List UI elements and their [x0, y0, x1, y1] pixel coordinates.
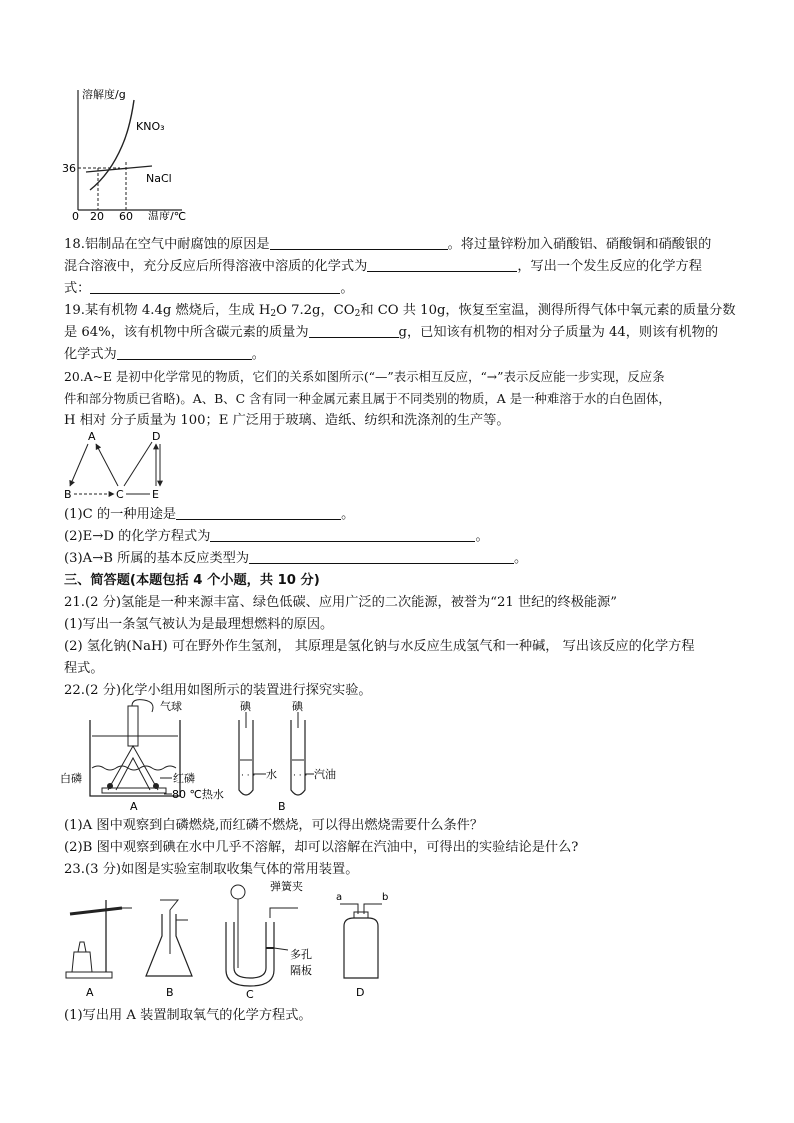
- q18-blank2[interactable]: [367, 257, 517, 272]
- q20-line1: 20.A~E 是初中化学常见的物质，它们的关系如图所示(“—”表示相互反应，“→”表示反应能一步实现，反应条: [64, 369, 665, 384]
- x-axis-label: 温度/℃: [148, 210, 187, 220]
- test-tube-2: [291, 720, 308, 795]
- q23-line1: 23.(3 分)如图是实验室制取收集气体的常用装置。: [64, 862, 359, 877]
- label-port-b: b: [382, 892, 389, 903]
- nacl-curve: [86, 166, 152, 172]
- white-p-dot: [107, 783, 113, 789]
- label-red-p: 红磷: [173, 772, 195, 785]
- flask-b: [146, 914, 192, 976]
- label-d: D: [356, 986, 365, 999]
- q18-blank1[interactable]: [270, 235, 448, 250]
- q20-line3: H 相对 分子质量为 100；E 广泛用于玻璃、造纸、纺织和洗涤剂的生产等。: [64, 413, 510, 428]
- label-c: C: [246, 988, 254, 1001]
- node-b: B: [64, 488, 72, 501]
- stand-base-a: [66, 972, 112, 978]
- arrow-a-b: [70, 444, 88, 486]
- dots-1: · · ·: [241, 771, 256, 781]
- test-tube-1: [239, 720, 256, 795]
- label-iodine1: 碘: [240, 700, 251, 713]
- red-p-dot: [153, 783, 159, 789]
- q22-line1: 22.(2 分)化学小组用如图所示的装置进行探究实验。: [64, 683, 372, 698]
- label-plate2: 隔板: [290, 964, 312, 977]
- q18-line3: 式： 。: [64, 281, 354, 296]
- flask-tube: [128, 706, 138, 746]
- bottle-d: [344, 918, 378, 978]
- node-a: A: [88, 430, 96, 443]
- q22-sub2: (2)B 图中观察到碘在水中几乎不溶解，却可以溶解在汽油中，可得出的实验结论是什么?: [64, 840, 579, 855]
- label-b: B: [278, 800, 286, 812]
- label-clamp: 弹簧夹: [270, 880, 303, 893]
- label-gasoline: 汽油: [314, 768, 336, 781]
- q20-line2: 件和部分物质已省略)。A、B、C 含有同一种金属元素且属于不同类别的物质，A 是一种难溶于水的白色固体，: [64, 391, 671, 406]
- lamp-a: [72, 942, 92, 972]
- label-balloon: 气球: [160, 700, 182, 713]
- q20-sub3: (3)A→B 所属的基本反应类型为 。: [64, 551, 528, 566]
- y-tick-36: 36: [62, 162, 76, 175]
- x-tick-20: 20: [90, 210, 104, 220]
- clamp-tube-c: [270, 908, 298, 918]
- bottle-stopper: [354, 912, 368, 918]
- q21-sub2: (2) 氢化钠(NaH) 可在野外作生氢剂， 其原理是氢化钠与水反应生成氢气和一种碱， 写出该反应的化学方程: [64, 639, 695, 654]
- section3-title: 三、简答题(本题包括 4 个小题，共 10 分): [64, 573, 320, 588]
- q20-blank2[interactable]: [210, 527, 475, 542]
- node-c: C: [116, 488, 124, 501]
- q19-blank1[interactable]: [309, 323, 399, 338]
- q20-blank1[interactable]: [176, 505, 341, 520]
- kno3-curve: [90, 100, 134, 190]
- q19-line2: 是 64%，该有机物中所含碳元素的质量为 g，已知该有机物的相对分子质量为 44，则该有机物的: [64, 325, 719, 340]
- label-b: B: [166, 986, 174, 999]
- q22-sub1: (1)A 图中观察到白磷燃烧,而红磷不燃烧，可以得出燃烧需要什么条件？: [64, 818, 484, 833]
- q23-apparatus: [60, 878, 400, 1002]
- q21-sub2-cont: 程式。: [64, 661, 104, 676]
- funnel-b: [160, 900, 178, 954]
- q18-line1: 18.铝制品在空气中耐腐蚀的原因是 。将过量锌粉加入硝酸铝、硝酸铜和硝酸银的: [64, 237, 712, 252]
- dots-2: · · ·: [293, 771, 308, 781]
- nacl-label: NaCl: [146, 172, 172, 185]
- label-port-a: a: [336, 892, 343, 903]
- label-a: A: [130, 800, 138, 812]
- kno3-label: KNO₃: [136, 120, 165, 133]
- q18-line2: 混合溶液中，充分反应后所得溶液中溶质的化学式为 ，写出一个发生反应的化学方程: [64, 259, 702, 274]
- q20-relation-diagram: [60, 428, 180, 506]
- node-d: D: [152, 430, 161, 443]
- beaker-a: [90, 720, 180, 796]
- label-plate1: 多孔: [290, 948, 312, 961]
- q23-sub1: (1)写出用 A 装置制取氧气的化学方程式。: [64, 1008, 312, 1023]
- u-tube-c: [226, 922, 274, 986]
- q21-line1: 21.(2 分)氢能是一种来源丰富、绿色低碳、应用广泛的二次能源，被誉为“21 世纪的终极能源”: [64, 595, 618, 610]
- label-iodine2: 碘: [292, 700, 303, 713]
- label-water: 80 ℃热水: [172, 788, 224, 801]
- link-c-d: [124, 442, 152, 486]
- funnel-c: [231, 885, 245, 899]
- x-tick-0: 0: [72, 210, 79, 220]
- q19-blank2[interactable]: [117, 345, 252, 360]
- leader-plate: [274, 948, 288, 950]
- label-water2: 水: [266, 768, 277, 781]
- q18-blank3[interactable]: [90, 279, 340, 294]
- q19-line1: 19.某有机物 4.4g 燃烧后，生成 $H_2O$ 7.2g，$CO_2$和 CO 共 10g，恢复至室温，测得所得气体中氧元素的质量分数: [64, 303, 736, 319]
- q20-sub2: (2)E→D 的化学方程式为 。: [64, 529, 489, 544]
- q20-sub1: (1)C 的一种用途是 。: [64, 507, 355, 522]
- label-a: A: [86, 986, 94, 999]
- y-axis-label: 溶解度/g: [82, 88, 126, 101]
- water-waves: [92, 766, 176, 770]
- arrow-c-a: [96, 444, 118, 486]
- solubility-graph: [60, 86, 220, 220]
- label-white-p: 白磷: [60, 772, 82, 785]
- q22-apparatus: [60, 698, 360, 812]
- q19-line3: 化学式为 。: [64, 347, 265, 362]
- q21-sub1: (1)写出一条氢气被认为是最理想燃料的原因。: [64, 617, 334, 632]
- node-e: E: [152, 488, 159, 501]
- test-tube-a: [70, 908, 122, 914]
- q20-blank3[interactable]: [249, 549, 514, 564]
- x-tick-60: 60: [119, 210, 133, 220]
